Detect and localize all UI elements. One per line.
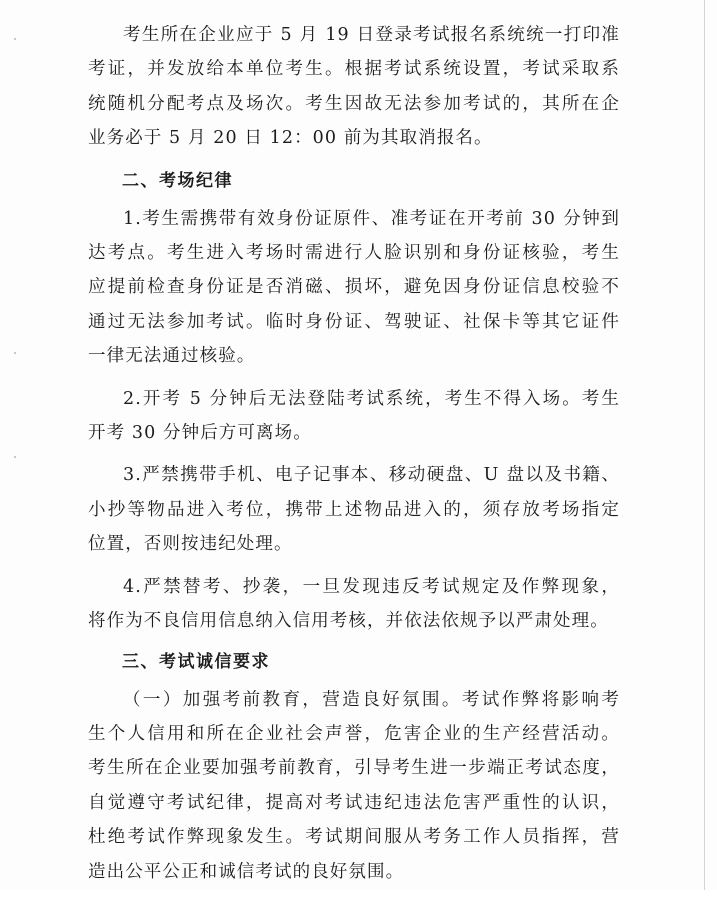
integrity-item-1 xyxy=(88,683,620,889)
text-line: 造出公平公正和诚信考试的良好氛围。 xyxy=(88,861,405,882)
text-line: 统随机分配考点及场次。考生因故无法参加考试的，其所在企 xyxy=(88,93,620,114)
text-line: 生个人信用和所在企业社会声誉，危害企业的生产经营活动。 xyxy=(88,723,620,744)
discipline-item-2 xyxy=(88,382,620,451)
scan-speck xyxy=(14,38,16,40)
text-line: 业务必于 5 月 20 日 12：00 前为其取消报名。 xyxy=(88,128,493,149)
text-line: 考生所在企业应于 5 月 19 日登录考试报名系统统一打印准 xyxy=(123,25,620,45)
discipline-item-4 xyxy=(88,570,620,639)
text-line: 一律无法通过核验。 xyxy=(88,346,256,367)
text-line: 杜绝考试作弊现象发生。考试期间服从考务工作人员指挥，营 xyxy=(88,827,620,848)
scan-speck xyxy=(14,456,16,458)
text-line: 2.开考 5 分钟后无法登陆考试系统，考生不得入场。考生 xyxy=(123,388,620,409)
document-body xyxy=(88,18,620,897)
scan-speck xyxy=(14,352,16,354)
text-line: 位置，否则按违纪处理。 xyxy=(88,534,293,555)
text-line: 考生所在企业要加强考前教育，引导考生进一步端正考试态度， xyxy=(88,758,620,779)
intro-paragraph xyxy=(88,18,620,156)
text-line: 通过无法参加考试。临时身份证、驾驶证、社保卡等其它证件 xyxy=(88,311,620,332)
text-line: 达考点。考生进入考场时需进行人脸识别和身份证核验，考生 xyxy=(88,243,620,264)
text-line: 开考 30 分钟后方可离场。 xyxy=(88,423,312,444)
text-line: 考证，并发放给本单位考生。根据考试系统设置，考试采取系 xyxy=(88,59,620,80)
section-heading-integrity-requirements: 三、考试诚信要求 xyxy=(122,651,270,672)
discipline-item-1 xyxy=(88,202,620,374)
text-line: 应提前检查身份证是否消磁、损坏，避免因身份证信息校验不 xyxy=(88,277,620,298)
discipline-item-3 xyxy=(88,458,620,561)
text-line: 小抄等物品进入考位，携带上述物品进入的，须存放考场指定 xyxy=(88,499,620,520)
text-line: 将作为不良信用信息纳入信用考核，并依法依规予以严肃处理。 xyxy=(88,611,609,632)
text-line: 自觉遵守考试纪律，提高对考试违纪违法危害严重性的认识， xyxy=(88,792,620,813)
page-edge-line xyxy=(704,0,705,890)
text-line: 4.严禁替考、抄袭，一旦发现违反考试规定及作弊现象， xyxy=(123,576,620,597)
section-heading-exam-discipline: 二、考场纪律 xyxy=(122,170,233,191)
text-line: （一）加强考前教育，营造良好氛围。考试作弊将影响考 xyxy=(123,689,620,710)
text-line: 3.严禁携带手机、电子记事本、移动硬盘、U 盘以及书籍、 xyxy=(123,465,620,486)
text-line: 1.考生需携带有效身份证原件、准考证在开考前 30 分钟到 xyxy=(123,208,620,229)
